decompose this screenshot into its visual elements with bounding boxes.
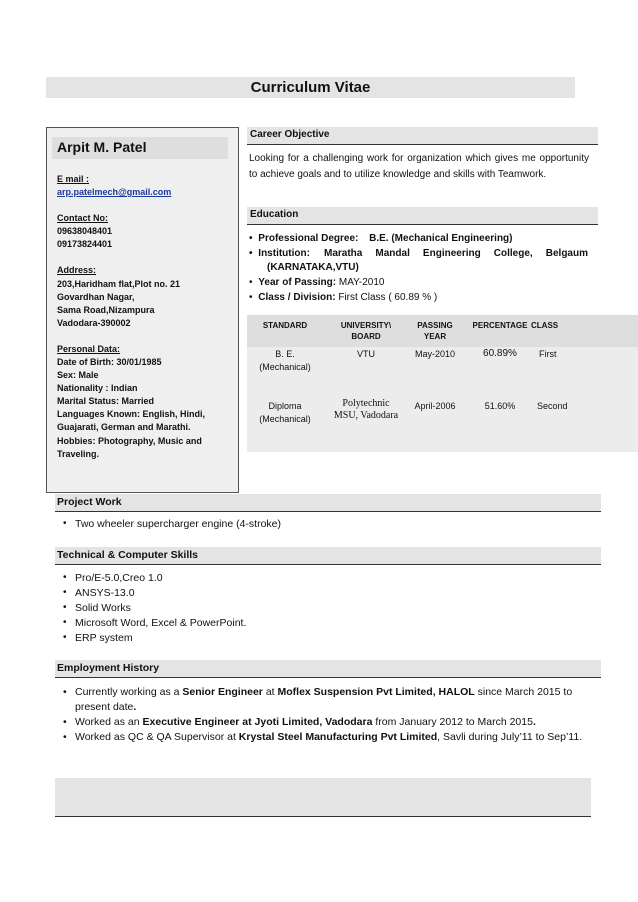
- table-header-row: [247, 315, 638, 347]
- skills-list: [63, 572, 246, 647]
- contact-label: Contact No:: [57, 213, 108, 223]
- bullet: •: [249, 277, 253, 288]
- institution-value: Maratha Mandal Engineering College, Belgaum: [324, 248, 588, 259]
- personal-line: Traveling.: [57, 449, 100, 459]
- career-heading: Career Objective: [250, 129, 330, 140]
- list-item: • Microsoft Word, Excel & PowerPoint.: [63, 617, 247, 629]
- address-line: 203,Haridham flat,Plot no. 21: [57, 279, 181, 289]
- table-cell: (Mechanical): [259, 414, 311, 424]
- personal-line: Hobbies: Photography, Music and: [57, 436, 202, 446]
- passing-item: [249, 277, 384, 288]
- employment-heading: Employment History: [57, 662, 160, 674]
- phone-1: 09638048401: [57, 226, 113, 236]
- table-header: CLASS: [531, 321, 559, 330]
- table-cell: April-2006: [414, 401, 456, 411]
- phone-2: 09173824401: [57, 239, 113, 249]
- address-line: Sama Road,Nizampura: [57, 305, 155, 315]
- email-label: E mail :: [57, 174, 90, 184]
- address-line: Govardhan Nagar,: [57, 292, 135, 302]
- institution-label: Institution:: [258, 248, 310, 259]
- table-header: BOARD: [351, 332, 381, 341]
- list-item: • Two wheeler supercharger engine (4-stroke): [63, 518, 282, 530]
- table-cell: (Mechanical): [259, 362, 311, 372]
- table-cell: VTU: [357, 349, 375, 359]
- personal-line: Sex: Male: [57, 370, 99, 380]
- employment-item: • Worked as an Executive Engineer at Jyoti Limited, Vadodara from January 2012 to March 2015.: [63, 716, 536, 728]
- table-cell: First: [539, 349, 557, 359]
- education-heading-bar: [247, 207, 598, 225]
- profile-name: Arpit M. Patel: [57, 139, 147, 155]
- personal-line: Languages Known: English, Hindi,: [57, 409, 205, 419]
- table-header: STANDARD: [262, 321, 308, 330]
- class-value: First Class ( 60.89 % ): [338, 292, 438, 303]
- personal-line: Date of Birth: 30/01/1985: [57, 357, 162, 367]
- bullet: •: [249, 248, 253, 259]
- table-cell: B. E.: [275, 349, 295, 359]
- education-heading: Education: [250, 209, 299, 220]
- degree-item: [249, 233, 512, 244]
- personal-line: Guajarati, German and Marathi.: [57, 422, 191, 432]
- address-label: Address:: [57, 265, 97, 275]
- list-item: • ANSYS-13.0: [63, 587, 135, 599]
- table-cell: MSU, Vadodara: [333, 410, 399, 421]
- table-cell: Diploma: [268, 401, 302, 411]
- table-header: YEAR: [423, 332, 447, 341]
- career-text: Looking for a challenging work for organization which gives me opportunity to achieve goals and to utilize knowledge and skills with Teamwork.: [249, 153, 589, 180]
- list-item: • Solid Works: [63, 602, 131, 614]
- class-item: [249, 292, 437, 303]
- personal-line: Nationality : Indian: [57, 383, 138, 393]
- employment-item: • Currently working as a Senior Engineer at Moflex Suspension Pvt Limited, HALOL since March 2015 to present date.: [63, 686, 573, 713]
- project-heading: Project Work: [57, 496, 122, 508]
- table-cell: 51.60%: [484, 401, 516, 411]
- email-link[interactable]: arp.patelmech@gmail.com: [57, 187, 172, 197]
- skills-heading: Technical & Computer Skills: [57, 549, 199, 561]
- institution-value-2: (KARNATAKA,VTU): [267, 262, 359, 273]
- bullet: •: [249, 233, 253, 244]
- bullet: •: [249, 292, 253, 303]
- institution-item: [249, 248, 589, 259]
- footer-box: [55, 778, 591, 817]
- table-cell: 60.89%: [483, 348, 517, 359]
- table-header: PERCENTAGE: [472, 321, 528, 330]
- personal-label: Personal Data:: [57, 344, 121, 354]
- employment-item: • Worked as QC & QA Supervisor at Krystal Steel Manufacturing Pvt Limited, Savli during July’11 to Sep’11.: [63, 731, 583, 743]
- project-heading-bar: [55, 494, 601, 512]
- project-list: [63, 518, 281, 530]
- class-label: Class / Division:: [258, 292, 336, 303]
- degree-label: Professional Degree:: [258, 233, 359, 244]
- table-header: UNIVERSITY\: [340, 321, 392, 330]
- table-cell: Second: [537, 401, 568, 411]
- table-cell: May-2010: [414, 349, 456, 359]
- passing-label: Year of Passing:: [258, 277, 337, 288]
- passing-value: MAY-2010: [338, 277, 385, 288]
- list-item: • ERP system: [63, 632, 133, 644]
- table-cell: Polytechnic: [342, 398, 390, 409]
- address-line: Vadodara-390002: [57, 318, 131, 328]
- table-header: PASSING: [417, 321, 453, 330]
- list-item: • Pro/E-5.0,Creo 1.0: [63, 572, 163, 584]
- personal-line: Marital Status: Married: [57, 396, 155, 406]
- degree-value: B.E. (Mechanical Engineering): [369, 233, 513, 244]
- page-title: Curriculum Vitae: [250, 79, 371, 96]
